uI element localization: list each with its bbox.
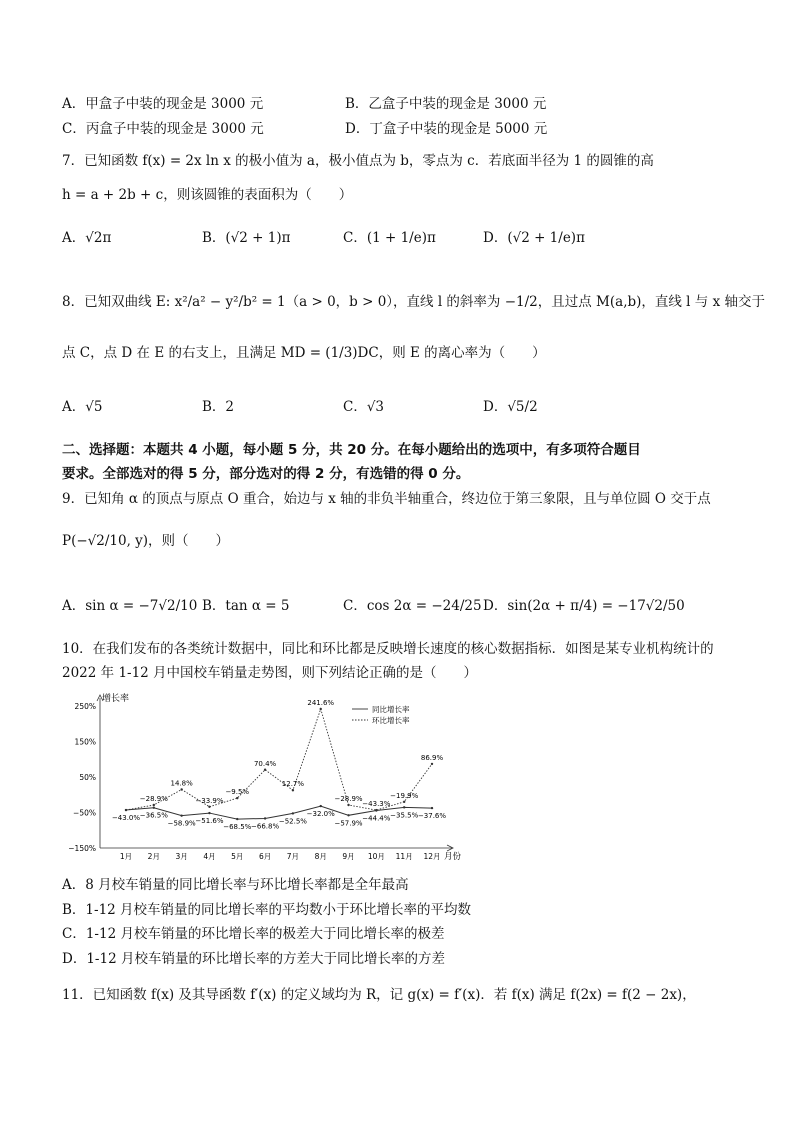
mom-point (236, 797, 238, 799)
q10-option-d: D．1-12 月校车销量的环比增长率的方差大于同比增长率的方差 (62, 951, 445, 967)
yoy-data-label: −52.5% (278, 817, 307, 826)
yoy-point (320, 805, 322, 807)
mom-data-label: 14.8% (170, 779, 193, 788)
chart-legend (352, 704, 410, 725)
q8-option-d: D．√5/2 (483, 399, 538, 415)
mom-point (180, 788, 182, 790)
y-tick-label: 150% (74, 737, 96, 747)
mom-data-label: 12.7% (281, 780, 305, 789)
yoy-data-label: −32.0% (306, 810, 335, 819)
x-tick-label: 11月 (395, 852, 413, 861)
x-tick-label: 2月 (147, 852, 160, 861)
yoy-point (403, 806, 405, 808)
q10-option-a: A．8 月校车销量的同比增长率与环比增长率都是全年最高 (62, 877, 409, 893)
q8-option-a: A．√5 (62, 399, 103, 415)
mom-point (431, 763, 433, 765)
x-tick-label: 5月 (231, 852, 244, 861)
mom-point (208, 806, 210, 808)
q10-option-c: C．1-12 月校车销量的环比增长率的极差大于同比增长率的极差 (62, 926, 445, 942)
q9-option-d: D．sin(2α + π/4) = −17√2/50 (483, 598, 685, 614)
x-tick-label: 1月 (119, 852, 133, 861)
x-tick-label: 4月 (203, 852, 216, 861)
q8-stem-line1: 8．已知双曲线 E: x²/a² − y²/b² = 1（a > 0，b > 0），直线 l 的斜率为 −1/2，且过点 M(a,b)，直线 l 与 x 轴交于 (62, 294, 765, 310)
section2-heading-line1: 二、选择题：本题共 4 小题，每小题 5 分，共 20 分。在每小题给出的选项中，有多项符合题目 (62, 442, 641, 458)
mom-point (264, 769, 266, 771)
legend-label: 环比增长率 (372, 716, 410, 725)
q6-option-d: D．丁盒子中装的现金是 5000 元 (345, 121, 548, 137)
y-tick-label: 50% (79, 773, 96, 782)
yoy-data-label: −43.0% (111, 814, 141, 823)
yoy-point (292, 812, 294, 814)
q9-option-c: C．cos 2α = −24/25 (343, 598, 482, 614)
y-tick-label: −50% (73, 808, 96, 818)
yoy-data-label: −68.5% (223, 823, 252, 832)
q11-stem-line1: 11．已知函数 f(x) 及其导函数 f′(x) 的定义域均为 R，记 g(x) = f′(x)．若 f(x) 满足 f(2x) = f(2 − 2x)， (62, 987, 696, 1003)
mom-data-label: −43.3% (362, 800, 391, 809)
yoy-data-label: −44.4% (362, 814, 391, 823)
x-tick-label: 3月 (175, 852, 188, 861)
section2-heading-line2: 要求。全部选对的得 5 分，部分选对的得 2 分，有选错的得 0 分。 (62, 466, 470, 482)
mom-point (403, 801, 405, 803)
q7-option-a: A．√2π (62, 230, 112, 246)
q9-stem-line2: P(−√2/10, y)，则（ ） (62, 533, 230, 549)
x-axis-label: 月份 (444, 852, 462, 862)
legend-label: 同比增长率 (372, 705, 410, 714)
mom-data-label: −33.9% (195, 796, 224, 805)
yoy-data-label: −36.5% (139, 811, 168, 820)
yoy-point (153, 807, 155, 809)
q6-option-c: C．丙盒子中装的现金是 3000 元 (62, 121, 264, 137)
mom-point (347, 804, 349, 806)
mom-point (375, 809, 377, 811)
q8-stem-line2: 点 C，点 D 在 E 的右支上，且满足 MD = (1/3)DC，则 E 的离心率为（ ） (62, 345, 546, 361)
yoy-data-label: −37.6% (417, 812, 447, 821)
yoy-data-label: −58.9% (167, 819, 196, 828)
yoy-data-label: −35.5% (390, 811, 419, 820)
q6-option-a: A．甲盒子中装的现金是 3000 元 (62, 96, 264, 112)
q7-stem-line2: h = a + 2b + c，则该圆锥的表面积为（ ） (62, 187, 353, 203)
q9-option-a: A．sin α = −7√2/10 (62, 598, 198, 614)
yoy-point (431, 807, 433, 809)
q10-option-b: B．1-12 月校车销量的同比增长率的平均数小于环比增长率的平均数 (62, 902, 472, 918)
mom-point (153, 804, 155, 806)
mom-data-label: 70.4% (253, 759, 277, 768)
school-bus-sales-growth-chart (62, 688, 462, 866)
x-tick-label: 9月 (342, 852, 355, 861)
yoy-point (208, 812, 210, 814)
x-tick-label: 8月 (314, 852, 327, 861)
q9-option-b: B．tan α = 5 (202, 598, 290, 614)
q7-option-d: D．(√2 + 1/e)π (483, 230, 585, 246)
yoy-data-label: −66.8% (251, 822, 280, 831)
yoy-point (180, 814, 182, 816)
x-tick-label: 10月 (367, 852, 385, 861)
q7-option-c: C．(1 + 1/e)π (343, 230, 436, 246)
q7-stem-line1: 7．已知函数 f(x) = 2x ln x 的极小值为 a，极小值点为 b，零点为 c．若底面半径为 1 的圆锥的高 (62, 153, 654, 169)
mom-point (292, 789, 294, 791)
mom-data-label: −9.5% (225, 788, 250, 797)
yoy-point (236, 818, 238, 820)
q9-stem-line1: 9．已知角 α 的顶点与原点 O 重合，始边与 x 轴的非负半轴重合，终边位于第三象限，且与单位圆 O 交于点 (62, 491, 711, 507)
yoy-data-label: −57.9% (334, 819, 363, 828)
q8-option-b: B．2 (202, 399, 235, 415)
y-axis-label: 增长率 (102, 694, 130, 704)
mom-point (320, 708, 322, 710)
mom-point (125, 809, 127, 811)
mom-data-label: 86.9% (420, 753, 444, 762)
mom-data-label: −28.9% (334, 795, 363, 804)
q8-option-c: C．√3 (343, 399, 385, 415)
yoy-data-label: −51.6% (195, 817, 224, 826)
yoy-point (347, 814, 349, 816)
mom-data-label: −28.9% (139, 795, 168, 804)
y-tick-label: −150% (68, 844, 96, 853)
x-tick-label: 12月 (423, 852, 441, 861)
yoy-point (264, 817, 266, 819)
mom-data-label: 241.6% (307, 698, 335, 707)
x-tick-label: 7月 (286, 852, 300, 861)
x-tick-label: 6月 (258, 852, 272, 861)
q7-option-b: B．(√2 + 1)π (202, 230, 291, 246)
mom-data-label: −19.9% (390, 791, 419, 800)
y-tick-label: 250% (74, 702, 96, 711)
q6-option-b: B．乙盒子中装的现金是 3000 元 (345, 96, 547, 112)
q10-stem-line2: 2022 年 1-12 月中国校车销量走势图，则下列结论正确的是（ ） (62, 665, 478, 681)
q10-stem-line1: 10．在我们发布的各类统计数据中，同比和环比都是反映增长速度的核心数据指标．如图是某专业机构统计的 (62, 641, 714, 657)
